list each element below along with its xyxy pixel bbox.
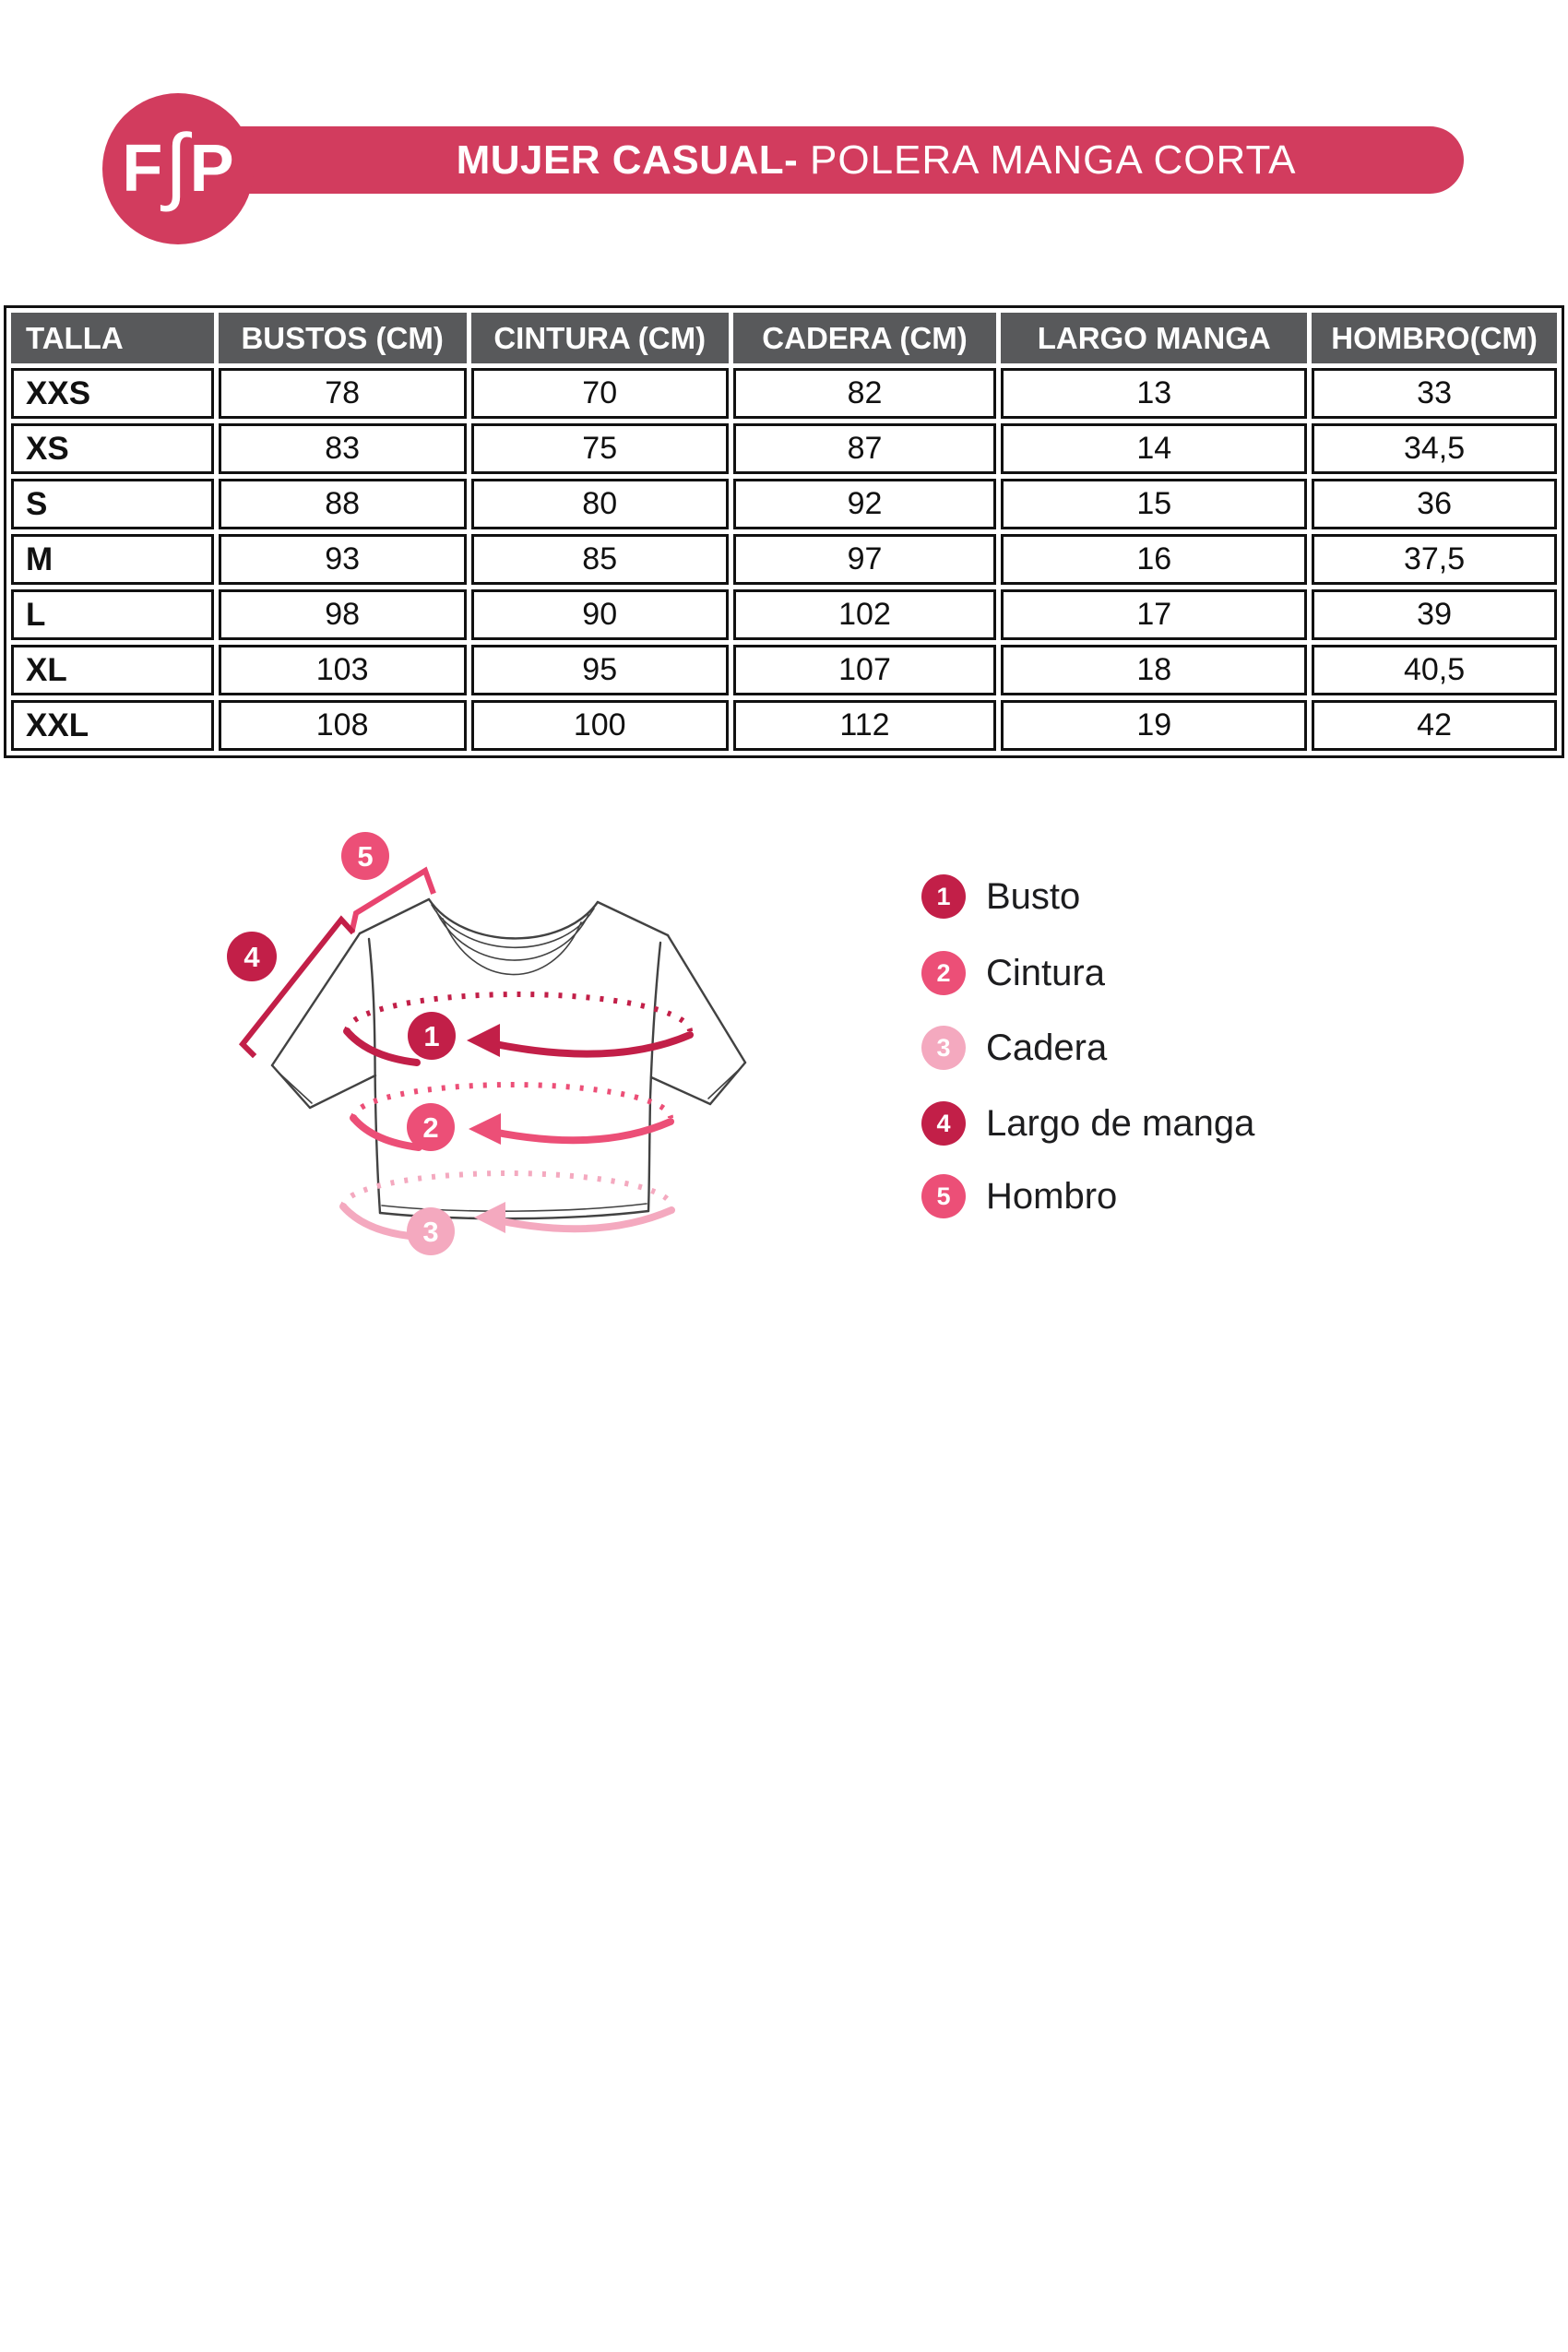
cell-hombro: 33	[1312, 368, 1557, 419]
table-row	[11, 423, 1557, 474]
cell-cadera: 97	[733, 534, 997, 585]
diagram-badge-2	[407, 1103, 455, 1151]
cell-hombro: 34,5	[1312, 423, 1557, 474]
legend-badge-3: 3	[921, 1026, 966, 1070]
cell-hombro: 39	[1312, 589, 1557, 640]
cell-talla: XXS	[11, 368, 214, 419]
cell-bustos: 93	[219, 534, 467, 585]
cell-bustos: 98	[219, 589, 467, 640]
tshirt-measurement-diagram	[138, 793, 784, 1319]
cell-hombro: 40,5	[1312, 645, 1557, 695]
cell-cadera: 107	[733, 645, 997, 695]
cell-largo-manga: 15	[1001, 479, 1307, 529]
col-header-bustos: BUSTOS (CM)	[219, 313, 467, 363]
legend-label-busto: Busto	[986, 875, 1081, 917]
logo-letter-f: F	[122, 132, 163, 206]
cell-largo-manga: 13	[1001, 368, 1307, 419]
cell-largo-manga: 19	[1001, 700, 1307, 751]
legend-item-cadera	[921, 1026, 1107, 1070]
title-banner	[178, 126, 1464, 194]
badge-5-number: 5	[357, 840, 374, 873]
cell-bustos: 83	[219, 423, 467, 474]
col-header-largo-manga: LARGO MANGA	[1001, 313, 1307, 363]
legend-badge-5: 5	[921, 1174, 966, 1218]
legend-label-cadera: Cadera	[986, 1027, 1108, 1068]
legend-label-cintura: Cintura	[986, 952, 1105, 993]
cell-largo-manga: 18	[1001, 645, 1307, 695]
hip-measure-ring	[343, 1173, 671, 1236]
logo-curl-icon: ∫	[164, 117, 188, 212]
cell-talla: XXL	[11, 700, 214, 751]
title-bold: MUJER CASUAL-	[456, 137, 811, 183]
cell-cadera: 87	[733, 423, 997, 474]
cell-cadera: 112	[733, 700, 997, 751]
badge-2-number: 2	[422, 1111, 439, 1144]
badge-1-number: 1	[423, 1020, 440, 1052]
cell-largo-manga: 16	[1001, 534, 1307, 585]
cell-bustos: 78	[219, 368, 467, 419]
legend-badge-4: 4	[921, 1101, 966, 1146]
table-row	[11, 700, 1557, 751]
legend-item-largo-de-manga	[921, 1101, 1254, 1146]
cell-cadera: 82	[733, 368, 997, 419]
cell-hombro: 42	[1312, 700, 1557, 751]
hip-arrowhead-icon	[474, 1202, 505, 1233]
cell-cintura: 95	[471, 645, 729, 695]
table-row	[11, 645, 1557, 695]
badge-3-number: 3	[422, 1216, 439, 1248]
cell-bustos: 103	[219, 645, 467, 695]
cell-talla: XL	[11, 645, 214, 695]
badge-4-number: 4	[244, 941, 260, 973]
cell-hombro: 36	[1312, 479, 1557, 529]
legend-item-busto	[921, 874, 1080, 919]
waist-arrowhead-icon	[469, 1113, 501, 1145]
table-header-row	[11, 313, 1557, 363]
table-row	[11, 589, 1557, 640]
diagram-badge-4	[227, 932, 277, 981]
diagram-badge-5	[341, 832, 389, 880]
col-header-cadera: CADERA (CM)	[733, 313, 997, 363]
cell-cintura: 80	[471, 479, 729, 529]
table-row	[11, 368, 1557, 419]
cell-talla: M	[11, 534, 214, 585]
legend-item-hombro	[921, 1174, 1117, 1218]
cell-cintura: 100	[471, 700, 729, 751]
size-table	[4, 305, 1564, 758]
cell-largo-manga: 14	[1001, 423, 1307, 474]
brand-logo	[102, 93, 254, 244]
table-row	[11, 479, 1557, 529]
col-header-cintura: CINTURA (CM)	[471, 313, 729, 363]
cell-talla: L	[11, 589, 214, 640]
cell-cintura: 70	[471, 368, 729, 419]
col-header-talla: TALLA	[11, 313, 214, 363]
diagram-badge-1	[408, 1012, 456, 1060]
cell-hombro: 37,5	[1312, 534, 1557, 585]
bust-arrowhead-icon	[467, 1024, 500, 1057]
size-table-container	[4, 305, 1564, 758]
cell-bustos: 108	[219, 700, 467, 751]
legend-item-cintura	[921, 951, 1105, 995]
diagram-badge-3	[407, 1207, 455, 1255]
tshirt-drawing	[272, 899, 745, 1218]
bust-measure-ring	[347, 994, 690, 1063]
legend-label-largo-de-manga: Largo de manga	[986, 1102, 1255, 1144]
cell-cadera: 102	[733, 589, 997, 640]
cell-talla: XS	[11, 423, 214, 474]
table-row	[11, 534, 1557, 585]
cell-cadera: 92	[733, 479, 997, 529]
cell-cintura: 90	[471, 589, 729, 640]
cell-largo-manga: 17	[1001, 589, 1307, 640]
waist-measure-ring	[353, 1085, 671, 1147]
legend-badge-1: 1	[921, 874, 966, 919]
legend-badge-2: 2	[921, 951, 966, 995]
cell-cintura: 75	[471, 423, 729, 474]
cell-bustos: 88	[219, 479, 467, 529]
title-regular: POLERA MANGA CORTA	[810, 137, 1297, 183]
col-header-hombro: HOMBRO(CM)	[1312, 313, 1557, 363]
logo-letter-p: P	[189, 132, 234, 206]
cell-talla: S	[11, 479, 214, 529]
cell-cintura: 85	[471, 534, 729, 585]
legend-label-hombro: Hombro	[986, 1175, 1118, 1217]
